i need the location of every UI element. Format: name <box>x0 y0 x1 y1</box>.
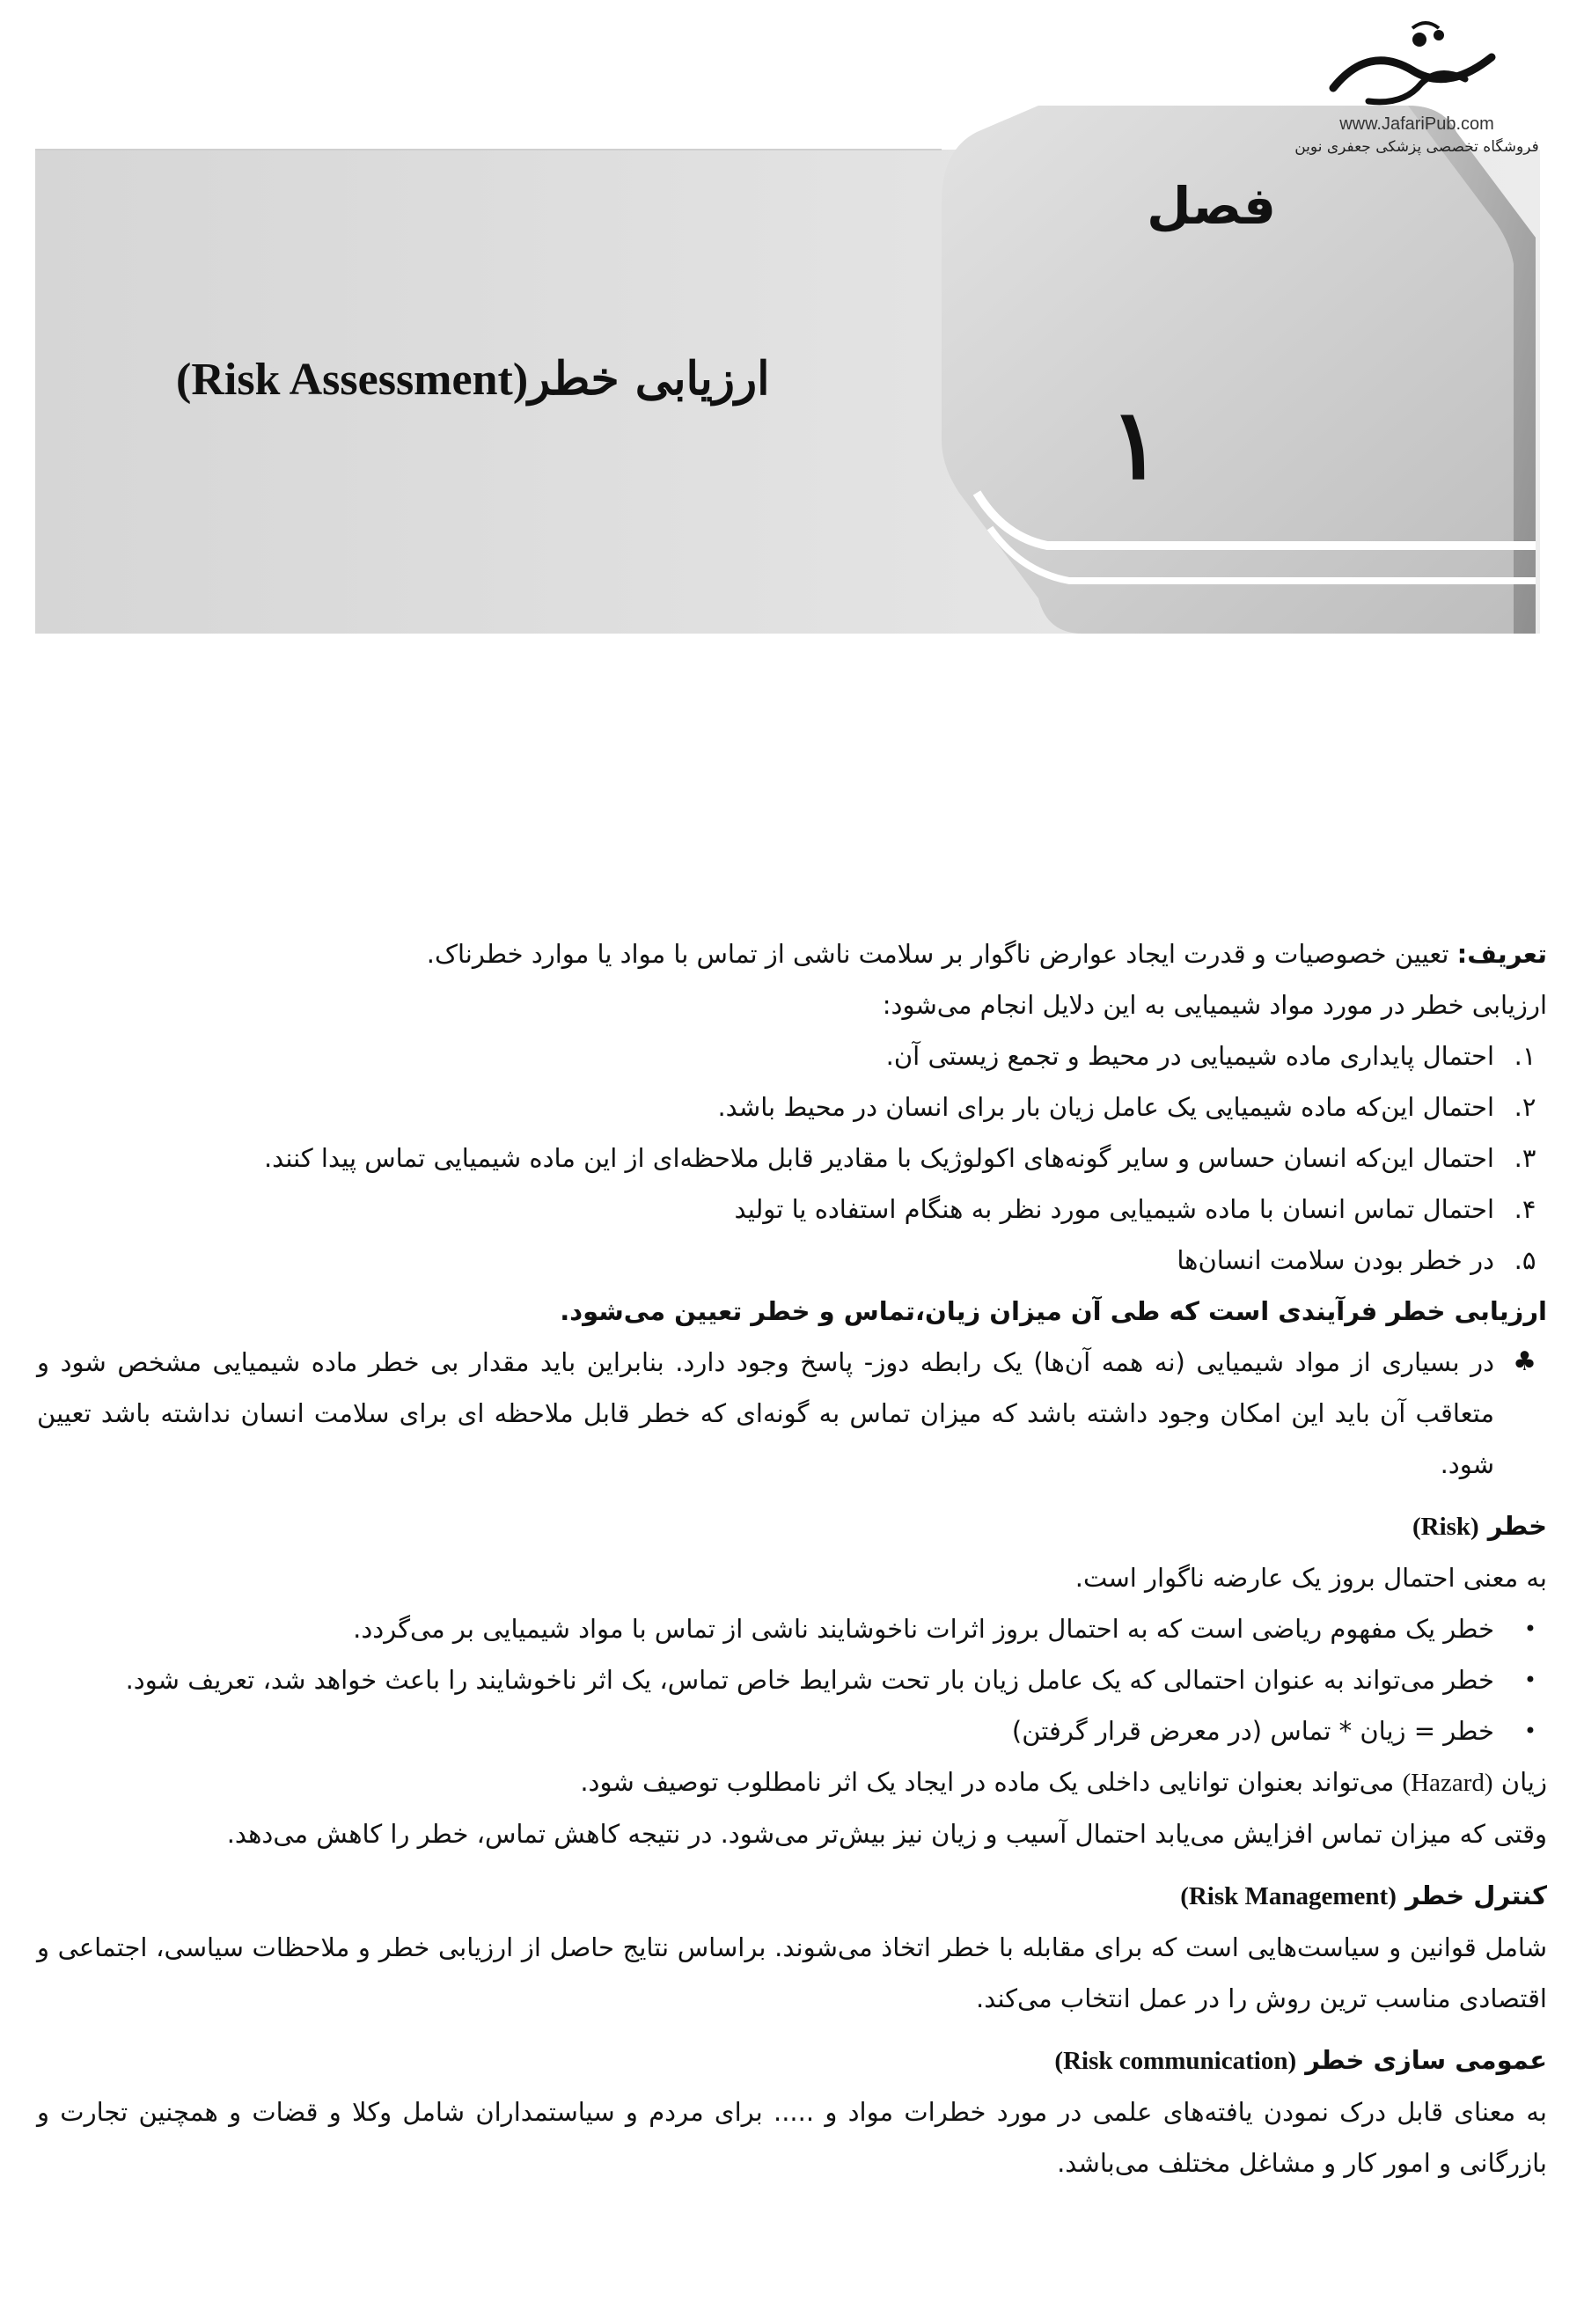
list-item <box>37 1133 1536 1184</box>
definition-label: تعریف: <box>1456 939 1547 969</box>
hazard-paragraph <box>37 1756 1547 1808</box>
chapter-label: فصل <box>1147 176 1276 236</box>
risk-bullet-list <box>37 1603 1547 1756</box>
management-heading-en: (Risk Management) <box>1180 1882 1397 1910</box>
definition-text: تعیین خصوصیات و قدرت ایجاد عوارض ناگوار بر سلامت ناشی از تماس با مواد یا موارد خطرناک. <box>426 939 1457 969</box>
list-item-text: احتمال این‌که انسان حساس و سایر گونه‌های اکولوژیک با مقادیر قابل ملاحظه‌ای از این ماده شیمیایی تماس پیدا کنند. <box>263 1143 1494 1173</box>
hazard-term: (Hazard) <box>1402 1769 1493 1797</box>
list-item-text: احتمال تماس انسان با ماده شیمیایی مورد نظر به هنگام استفاده یا تولید <box>734 1194 1494 1224</box>
communication-heading-en: (Risk communication) <box>1054 2047 1297 2075</box>
risk-heading-fa: خطر <box>1478 1511 1547 1541</box>
publisher-logo-mark <box>1316 18 1518 114</box>
management-text: شامل قوانین و سیاست‌هایی است که برای مقابله با خطر اتخاذ می‌شوند. براساس نتایج حاصل از ارزیابی خطر و ملاحظات سیاسی، اجتماعی و اقتصادی مناسب ترین روش را در عمل انتخاب می‌کند. <box>37 1932 1547 2013</box>
risk-heading-en: (Risk) <box>1412 1513 1479 1541</box>
risk-meaning: به معنی احتمال بروز یک عارضه ناگوار است. <box>1074 1563 1547 1593</box>
reasons-intro: ارزیابی خطر در مورد مواد شیمیایی به این دلایل انجام می‌شود: <box>882 990 1547 1020</box>
list-item-text: احتمال پایداری ماده شیمیایی در محیط و تجمع زیستی آن. <box>885 1041 1494 1071</box>
chapter-body <box>37 928 1547 2188</box>
management-heading-fa: کنترل خطر <box>1396 1880 1547 1910</box>
publisher-url: www.JafariPub.com <box>1339 114 1494 134</box>
list-item <box>37 1235 1536 1286</box>
management-heading <box>37 1870 1547 1922</box>
list-item-number: ۳. <box>1514 1143 1536 1173</box>
publisher-tagline: فروشگاه تخصصی پزشکی جعفری نوین <box>1294 138 1539 156</box>
process-statement: ارزیابی خطر فرآیندی است که طی آن میزان زیان،تماس و خطر تعیین می‌شود. <box>560 1296 1547 1326</box>
bullet-icon: • <box>1523 1617 1536 1641</box>
club-paragraph-block <box>37 1337 1547 1490</box>
definition-paragraph <box>37 928 1547 979</box>
list-item <box>37 1705 1536 1756</box>
list-item-text: احتمال این‌که ماده شیمیایی یک عامل زیان بار برای انسان در محیط باشد. <box>717 1092 1494 1122</box>
list-item-number: ۱. <box>1514 1041 1536 1071</box>
exposure-note: وقتی که میزان تماس افزایش می‌یابد احتمال آسیب و زیان نیز بیش‌تر می‌شود. در نتیجه کاهش تماس، خطر را کاهش می‌دهد. <box>226 1819 1547 1849</box>
list-item-text: خطر یک مفهوم ریاضی است که به احتمال بروز اثرات ناخوشایند ناشی از تماس با مواد شیمیایی بر می‌گردد. <box>353 1614 1494 1644</box>
hazard-prefix: زیان <box>1492 1767 1547 1797</box>
list-item <box>37 1654 1536 1705</box>
publisher-logo <box>1285 18 1549 176</box>
chapter-title-en: (Risk Assessment) <box>176 355 529 405</box>
list-item <box>37 1603 1536 1654</box>
list-item <box>37 1030 1536 1081</box>
club-icon: ♣ <box>1513 1346 1536 1377</box>
reasons-list <box>37 1030 1547 1286</box>
bullet-icon: • <box>1523 1719 1536 1743</box>
chapter-title <box>176 352 770 406</box>
communication-heading-fa: عمومی سازی خطر <box>1296 2045 1547 2075</box>
communication-text: به معنای قابل درک نمودن یافته‌های علمی در مورد خطرات مواد و ..... برای مردم و سیاستمداران شامل وکلا و قضات و همچنین تجارت و بازرگانی و امور کار و مشاغل مختلف می‌باشد. <box>37 2097 1547 2178</box>
list-item-text: در خطر بودن سلامت انسان‌ها <box>1177 1245 1494 1275</box>
chapter-number: ۱ <box>1109 387 1162 501</box>
list-item <box>37 1184 1536 1235</box>
club-paragraph: در بسیاری از مواد شیمیایی (نه همه آن‌ها) یک رابطه دوز- پاسخ وجود دارد. بنابراین باید مقدار بی خطر ماده شیمیایی مشخص شود و متعاقب آن باید این امکان وجود داشته باشد که میزان تماس به گونه‌ای که خطر قابل ملاحظه ای برای سلامت انسان نداشته باشد تعیین شود. <box>37 1347 1494 1479</box>
list-item-number: ۴. <box>1514 1194 1536 1224</box>
list-item-number: ۵. <box>1514 1245 1536 1275</box>
hazard-suffix: می‌تواند بعنوان توانایی داخلی یک ماده در ایجاد یک اثر نامطلوب توصیف شود. <box>580 1767 1403 1797</box>
communication-heading <box>37 2034 1547 2086</box>
list-item <box>37 1081 1536 1133</box>
chapter-title-fa: ارزیابی خطر <box>528 352 770 406</box>
list-item-text: خطر = زیان * تماس (در معرض قرار گرفتن) <box>1011 1716 1494 1746</box>
bullet-icon: • <box>1523 1668 1536 1692</box>
list-item-text: خطر می‌تواند به عنوان احتمالی که یک عامل زیان بار تحت شرایط خاص تماس، یک اثر ناخوشایند را باعث خواهد شد، تعریف شود. <box>125 1665 1494 1695</box>
list-item-number: ۲. <box>1514 1092 1536 1122</box>
risk-heading <box>37 1500 1547 1552</box>
